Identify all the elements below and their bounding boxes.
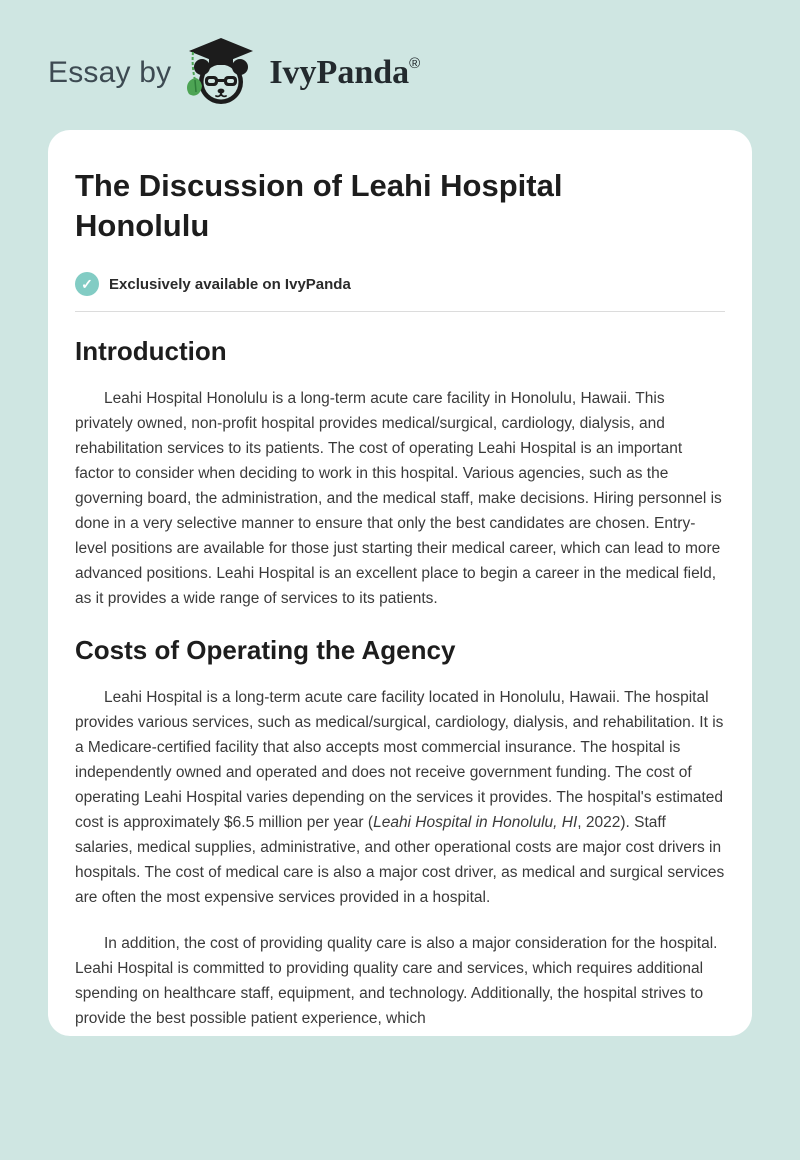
divider	[75, 311, 725, 312]
check-icon: ✓	[75, 272, 99, 296]
ivypanda-panda-logo-icon	[183, 36, 257, 110]
essay-card	[48, 130, 752, 1036]
introduction-paragraph: Leahi Hospital Honolulu is a long-term acute care facility in Honolulu, Hawaii. This privately owned, non-profit hospital provides medical/surgical, cardiology, dialysis, and rehabilitation services to its patients. The cost of operating Leahi Hospital is an important factor to consider when deciding to work in this hospital. Various agencies, such as the governing board, the administration, and the medical staff, make decisions. Hiring personnel is done in a very selective manner to ensure that only the best candidates are chosen. Entry-level positions are available for those just starting their medical career, which can lead to more advanced positions. Leahi Hospital is an excellent place to begin a career in the medical field, as it provides a wide range of services to its patients.	[75, 390, 722, 607]
citation-italic: Leahi Hospital in Honolulu, HI	[373, 814, 578, 831]
registered-mark: ®	[409, 55, 421, 72]
exclusive-badge-label: Exclusively available on IvyPanda	[109, 275, 351, 293]
costs-paragraph-1	[75, 685, 725, 910]
brand-name	[269, 54, 420, 92]
costs-paragraph-2: In addition, the cost of providing quality care is also a major consideration for the hospital. Leahi Hospital is committed to providing quality care and services, which requires additional spending on healthcare staff, equipment, and technology. Additionally, the hospital strives to provide the best possible patient experience, which	[75, 935, 718, 1027]
brand-text: IvyPanda	[269, 54, 410, 91]
section-heading-costs: Costs of Operating the Agency	[75, 635, 456, 665]
costs-paragraph-1-post: , 2022). Staff salaries, medical supplies, administrative, and other operational costs are major cost drivers in hospitals. The cost of medical care is also a major cost driver, as medical and surgical services are often the most expensive services provided in a hospital.	[75, 814, 725, 906]
essay-by-label: Essay by	[48, 56, 172, 89]
essay-title: The Discussion of Leahi Hospital Honolulu	[75, 168, 563, 243]
page-header	[0, 0, 800, 130]
exclusive-badge	[75, 272, 725, 296]
section-heading-introduction: Introduction	[75, 336, 227, 366]
costs-paragraph-1-pre: Leahi Hospital is a long-term acute care facility located in Honolulu, Hawaii. The hospital provides various services, such as medical/surgical, cardiology, dialysis, and rehabilitation. It is a Medicare-certified facility that also accepts most commercial insurance. The hospital is independently owned and operated and does not receive government funding. The cost of operating Leahi Hospital varies depending on the services it provides. The hospital's estimated cost is approximately $6.5 million per year (	[75, 689, 724, 831]
